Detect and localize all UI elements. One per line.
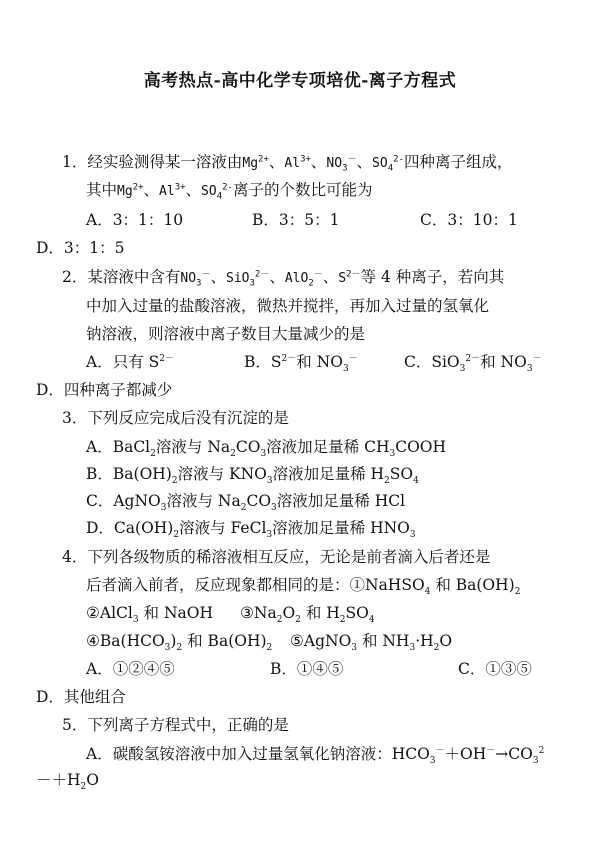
- question-4-number: 4．: [62, 548, 88, 566]
- question-3-option-b: B．$Ba(OH)_2$溶液与 $KNO_3$溶液加足量稀 $H_2SO_4$: [86, 465, 419, 487]
- question-3-option-d: D．$Ca(OH)_2$溶液与 FeCl$_3$溶液加足量稀 $HNO_3$: [86, 519, 416, 541]
- q3-text: 下列反应完成后没有沉淀的是: [87, 409, 289, 427]
- question-2-option-b: B．$S^{2-}$和 $NO_3^-$: [244, 353, 358, 375]
- question-2-line-3: 钠溶液，则溶液中离子数目大量减少的是: [86, 325, 366, 343]
- question-4-line-4: $④Ba(HCO_3)_2$ 和 $Ba(OH)_2$: [86, 632, 273, 654]
- question-4-line-2: 后者滴入前者，反应现象都相同的是：①NaHSO$_4$ 和 $Ba(OH)_2$: [86, 576, 521, 598]
- ion-so4: $SO_4^{2-}$: [201, 182, 233, 202]
- separator: 、: [269, 268, 285, 286]
- q2-text: 等 4 种离子，若向其: [360, 268, 505, 286]
- question-5-stem: [62, 715, 289, 735]
- question-2-number: 2．: [62, 268, 88, 286]
- question-2-option-a: A．只有 $S^{2-}$: [86, 353, 174, 371]
- ion-al: $Al^{3+}$: [284, 154, 311, 171]
- ion-no3: $NO_3^-$: [180, 269, 211, 289]
- question-5-number: 5．: [62, 716, 88, 734]
- ion-so4: $SO_4^{2-}$: [372, 154, 404, 174]
- ion-s: $S^{2-}$: [338, 269, 361, 286]
- question-2-option-d: D．四种离子都减少: [36, 381, 173, 399]
- question-3-option-a: A．BaCl$_2$溶液与 $Na_2CO_3$溶液加足量稀 $CH_3COOH$: [86, 438, 447, 460]
- question-4-option-b: B．①④⑤: [270, 660, 344, 678]
- question-4-line-3: ②AlCl$_3$ 和 NaOH: [86, 604, 213, 626]
- question-4-line-1: [62, 547, 490, 567]
- page-title: 高考热点-高中化学专项培优-离子方程式: [143, 71, 457, 91]
- question-1-option-c: C．3：10：1: [420, 211, 518, 229]
- question-1-line-1: [62, 152, 512, 174]
- question-5-option-a: A．碳酸氢铵溶液中加入过量氢氧化钠溶液：$HCO_3^-+OH^-\to CO_3^2$: [86, 745, 545, 767]
- q1-text: 经实验测得某一溶液由: [87, 153, 243, 171]
- ion-al: $Al^{3+}$: [159, 182, 186, 199]
- question-1-number: 1．: [62, 153, 88, 171]
- question-4-line-4-item-5: ⑤AgNO$_3$ 和 $NH_3\cdot H_2O$: [290, 632, 453, 654]
- ion-mg: $Mg^{2+}$: [117, 182, 144, 199]
- question-3-option-c: C．AgNO$_3$溶液与 $Na_2CO_3$溶液加足量稀 HCl: [86, 492, 406, 514]
- ion-sio3: SiO$_3^{2-}$: [226, 269, 270, 289]
- separator: 、: [310, 153, 327, 171]
- question-1-line-2: [86, 180, 372, 202]
- separator: 、: [268, 153, 285, 171]
- separator: 、: [322, 268, 339, 286]
- q5-text: 下列离子方程式中，正确的是: [87, 716, 289, 734]
- question-5-option-a-continued: $-+H_2O$: [36, 771, 99, 793]
- separator: 、: [185, 181, 202, 199]
- q1-text: 四种离子组成，: [403, 153, 513, 171]
- question-3-stem: [62, 408, 289, 428]
- ion-alo2: AlO$_2$－: [284, 269, 323, 289]
- question-4-option-d: D．其他组合: [36, 688, 126, 706]
- question-1-option-b: B．3：5：1: [252, 211, 340, 229]
- question-1-option-d: D．3：1：5: [36, 239, 125, 257]
- question-2-option-c: C．SiO$_3^{2-}$和 $NO_3^-$: [404, 353, 542, 375]
- question-1-option-a: A．3：1：10: [86, 211, 184, 229]
- question-2-line-2: 中加入过量的盐酸溶液，微热并搅拌，再加入过量的氢氧化: [86, 297, 490, 315]
- ion-no3: $NO_3^-$: [326, 154, 357, 174]
- q4-text: 下列各级物质的稀溶液相互反应，无论是前者滴入后者还是: [87, 548, 491, 566]
- ion-mg: $Mg^{2+}$: [242, 154, 269, 171]
- question-2-line-1: [62, 267, 504, 289]
- question-4-option-a: A．①②④⑤: [86, 660, 175, 678]
- separator: 、: [356, 153, 373, 171]
- q1-text: 离子的个数比可能为: [232, 181, 373, 199]
- question-4-option-c: C．①③⑤: [458, 660, 532, 678]
- question-4-line-3-item-3: $③Na_2O_2$ 和 $H_2SO_4$: [240, 604, 375, 626]
- q1-text: 其中: [86, 181, 118, 199]
- question-3-number: 3．: [62, 409, 88, 427]
- q2-text: 某溶液中含有: [87, 268, 181, 286]
- separator: 、: [143, 181, 160, 199]
- separator: 、: [210, 268, 226, 286]
